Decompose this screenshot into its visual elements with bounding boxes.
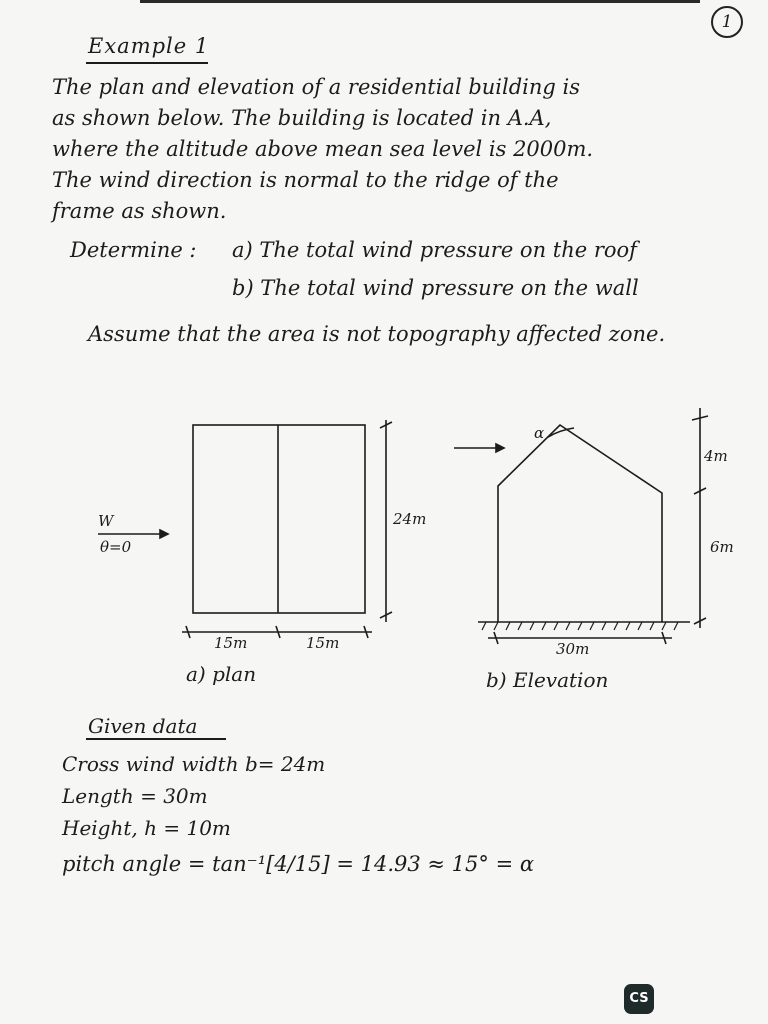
given-line: pitch angle = tan⁻¹[4/15] = 14.93 ≈ 15° = α <box>62 852 535 876</box>
plan-theta-label: θ=0 <box>100 538 132 556</box>
plan-bay-right-label: 15m <box>306 634 340 652</box>
given-line: Height, h = 10m <box>62 816 231 840</box>
given-data-heading: Given data <box>88 714 198 738</box>
given-line: Length = 30m <box>62 784 208 808</box>
span-label: 30m <box>556 640 590 658</box>
given-line: Cross wind width b= 24m <box>62 752 326 776</box>
page-number: 1 <box>711 6 743 38</box>
plan-bay-left-label: 15m <box>214 634 248 652</box>
elevation-caption: b) Elevation <box>486 668 609 692</box>
given-heading-underline <box>86 738 226 740</box>
plan-wind-label: W <box>98 512 114 530</box>
plan-drawing <box>98 420 392 638</box>
statement-line: as shown below. The building is located in A.A, <box>52 106 552 130</box>
camscanner-logo-icon: CS <box>624 984 654 1014</box>
plan-width-label: 24m <box>393 510 427 528</box>
plan-caption: a) plan <box>186 662 257 686</box>
determine-label: Determine : <box>70 238 197 262</box>
statement-line: frame as shown. <box>52 199 227 223</box>
determine-item-a: a) The total wind pressure on the roof <box>232 238 637 262</box>
statement-line: The wind direction is normal to the ridge of the <box>52 168 559 192</box>
determine-item-b: b) The total wind pressure on the wall <box>232 276 639 300</box>
plan-wind-arrowhead <box>160 530 168 538</box>
statement-line: The plan and elevation of a residential building is <box>52 75 581 99</box>
statement-line: where the altitude above mean sea level is 2000m. <box>52 137 594 161</box>
ground-hatch <box>482 622 678 630</box>
assumption-text: Assume that the area is not topography affected zone. <box>88 322 666 346</box>
elevation-drawing <box>454 408 708 644</box>
wall-height-label: 6m <box>710 538 734 556</box>
roof-height-label: 4m <box>704 447 728 465</box>
plan-outline <box>193 425 365 613</box>
pitch-angle-label: α <box>534 424 545 442</box>
elevation-frame <box>498 425 662 622</box>
example-heading: Example 1 <box>88 34 210 58</box>
